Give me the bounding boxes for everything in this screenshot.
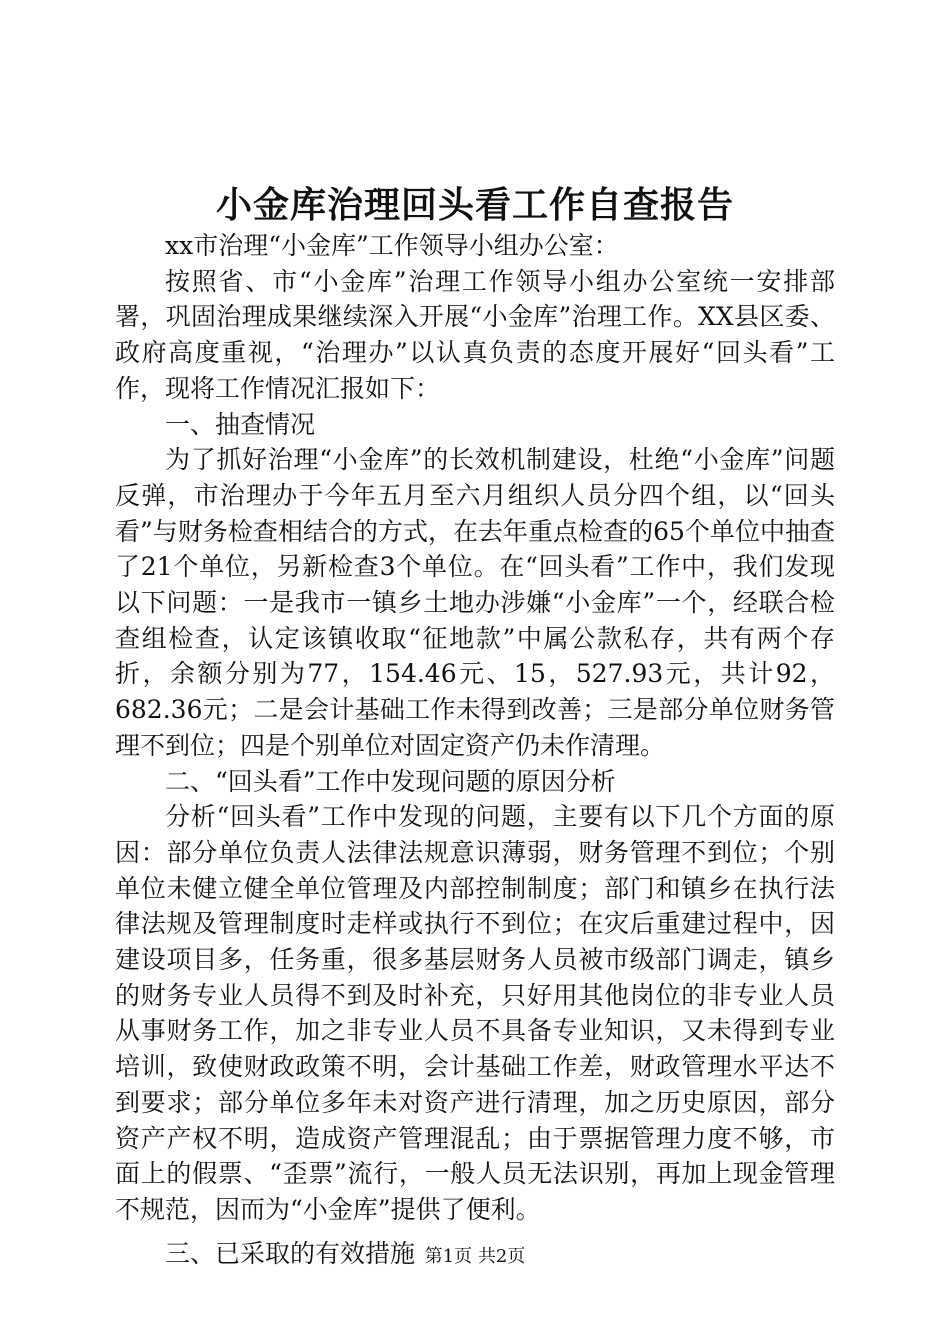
document-body: [115, 228, 835, 1271]
intro-paragraph: 按照省、市“小金库”治理工作领导小组办公室统一安排部署，巩固治理成果继续深入开展“小金库”治理工作。XX县区委、政府高度重视，“治理办”以认真负责的态度开展好“回头看”工作，现将工作情况汇报如下：: [115, 266, 835, 403]
page-footer: 第1页 共2页: [424, 1246, 526, 1267]
section-heading-2: 二、“回头看”工作中发现问题的原因分析: [165, 766, 616, 796]
document-title: 小金库治理回头看工作自查报告: [215, 184, 734, 226]
section-heading-3: 三、已采取的有效措施: [165, 1238, 416, 1268]
salutation: xx市治理“小金库”工作领导小组办公室：: [165, 231, 619, 260]
section-paragraph-2: 分析“回头看”工作中发现的问题，主要有以下几个方面的原因：部分单位负责人法律法规意识薄弱，财务管理不到位；个别单位未健立健全单位管理及内部控制制度；部门和镇乡在执行法律法规及管理制度时走样或执行不到位；在灾后重建过程中，因建设项目多，任务重，很多基层财务人员被市级部门调走，镇乡的财务专业人员得不到及时补充，只好用其他岗位的非专业人员从事财务工作，加之非专业人员不具备专业知识，又未得到专业培训，致使财政政策不明，会计基础工作差，财政管理水平达不到要求；部分单位多年未对资产进行清理，加之历史原因，部分资产产权不明，造成资产管理混乱；由于票据管理力度不够，市面上的假票、“歪票”流行，一般人员无法识别，再加上现金管理不规范，因而为“小金库”提供了便利。: [115, 802, 835, 1224]
section-heading-1: 一、抽查情况: [165, 409, 316, 439]
section-paragraph-1: 为了抓好治理“小金库”的长效机制建设，杜绝“小金库”问题反弹，市治理办于今年五月至六月组织人员分四个组，以“回头看”与财务检查相结合的方式，在去年重点检查的65个单位中抽查了21个单位，另新检查3个单位。在“回头看”工作中，我们发现以下问题：一是我市一镇乡土地办涉嫌“小金库”一个，经联合检查组检查，认定该镇收取“征地款”中属公款私存，共有两个存折，余额分别为77，154.46元、15，527.93元，共计92，682.36元；二是会计基础工作未得到改善；三是部分单位财务管理不到位；四是个别单位对固定资产仍未作清理。: [115, 445, 835, 760]
